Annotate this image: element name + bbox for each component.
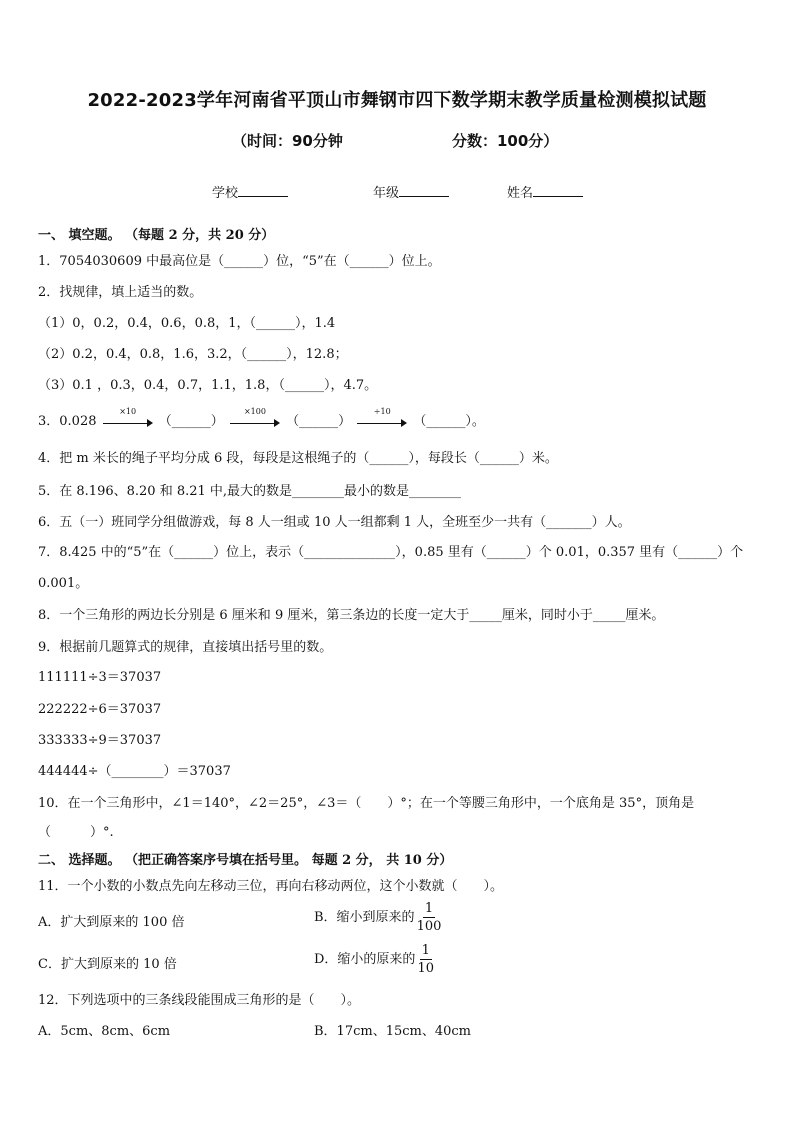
question-12-stem: 12．下列选项中的三条线段能围成三角形的是（ ）。: [38, 993, 361, 1008]
question-9-stem: 9．根据前几题算式的规律，直接填出括号里的数。: [38, 640, 333, 655]
question-2-part-2: （2）0.2，0.4，0.8，1.6，3.2，（______），12.8；: [38, 347, 348, 362]
q12-option-a[interactable]: A．5cm、8cm、6cm: [38, 1024, 171, 1039]
question-10-line-2: （ ）°.: [38, 825, 114, 840]
question-10-line-1: 10．在一个三角形中，∠1＝140°，∠2＝25°，∠3＝（ ）°；在一个等腰三角形中，一个底角是 35°，顶角是: [38, 796, 695, 811]
name-label: 姓名: [507, 186, 534, 201]
divide-10-arrow: ÷10: [357, 415, 407, 429]
fraction-1-10: $\frac{1}{10}$: [417, 943, 434, 976]
question-7-line-1: 7．8.425 中的“5”在（______）位上，表示（______________），0.85 里有（______）个 0.01，0.357 里有（______）个: [38, 545, 744, 560]
section-1-heading: 一、 填空题。 （每题 2 分，共 20 分）: [38, 228, 275, 243]
q11-option-a[interactable]: A．扩大到原来的 100 倍: [38, 915, 185, 930]
school-blank[interactable]: [238, 184, 288, 197]
fraction-1-100: $\frac{1}{100}$: [416, 901, 442, 934]
question-6: 6．五（一）班同学分组做游戏，每 8 人一组或 10 人一组都剩 1 人，全班至少一共有（_______）人。: [38, 515, 631, 530]
question-9-equation-2: 222222÷6＝37037: [38, 702, 162, 717]
multiply-10-arrow: ×10: [103, 415, 153, 429]
grade-field[interactable]: [373, 182, 449, 201]
q12-option-b[interactable]: B．17cm、15cm、40cm: [314, 1024, 472, 1039]
time-limit: （时间：90分钟: [232, 132, 343, 150]
q11-option-b[interactable]: B．缩小到原来的 $\frac{1}{100}$: [314, 901, 442, 934]
q3-blank-3: （______）。: [413, 414, 485, 429]
question-4: 4．把 m 米长的绳子平均分成 6 段，每段是这根绳子的（______），每段长（______）米。: [38, 451, 558, 466]
grade-blank[interactable]: [399, 184, 449, 197]
question-8: 8．一个三角形的两边长分别是 6 厘米和 9 厘米，第三条边的长度一定大于_____厘米，同时小于_____厘米。: [38, 608, 665, 623]
question-2-part-3: （3）0.1 ，0.3，0.4，0.7，1.1，1.8，（______），4.7。: [38, 378, 378, 393]
question-9-equation-4: 444444÷（________）＝37037: [38, 764, 231, 779]
q11-option-d[interactable]: D．缩小的原来的 $\frac{1}{10}$: [314, 943, 434, 976]
question-2-part-1: （1）0，0.2，0.4，0.6，0.8，1，（______），1.4: [38, 316, 336, 331]
name-blank[interactable]: [533, 184, 583, 197]
q3-start-value: 3．0.028: [38, 414, 97, 429]
question-11-stem: 11．一个小数的小数点先向左移动三位，再向右移动两位，这个小数就（ ）。: [38, 879, 504, 894]
question-9-equation-3: 333333÷9＝37037: [38, 733, 162, 748]
question-1: 1．7054030609 中最高位是（______）位，“5”在（______）位上。: [38, 254, 441, 269]
question-9-equation-1: 111111÷3＝37037: [38, 670, 162, 685]
question-3: [38, 406, 485, 429]
question-5: 5．在 8.196、8.20 和 8.21 中,最大的数是________最小的数是________: [38, 484, 462, 499]
page-title: 2022-2023学年河南省平顶山市舞钢市四下数学期末教学质量检测模拟试题: [87, 90, 707, 111]
q11-option-c[interactable]: C．扩大到原来的 10 倍: [38, 957, 177, 972]
question-7-line-2: 0.001。: [38, 576, 89, 591]
q3-blank-1: （______）: [158, 414, 224, 429]
total-score: 分数：100分）: [452, 132, 559, 150]
grade-label: 年级: [373, 186, 400, 201]
school-field[interactable]: [212, 182, 288, 201]
school-label: 学校: [212, 186, 239, 201]
section-2-heading: 二、 选择题。 （把正确答案序号填在括号里。 每题 2 分， 共 10 分）: [38, 853, 453, 868]
question-2-stem: 2．找规律，填上适当的数。: [38, 285, 203, 300]
q3-blank-2: （______）: [286, 414, 352, 429]
name-field[interactable]: [507, 182, 583, 201]
multiply-100-arrow: ×100: [230, 415, 280, 429]
